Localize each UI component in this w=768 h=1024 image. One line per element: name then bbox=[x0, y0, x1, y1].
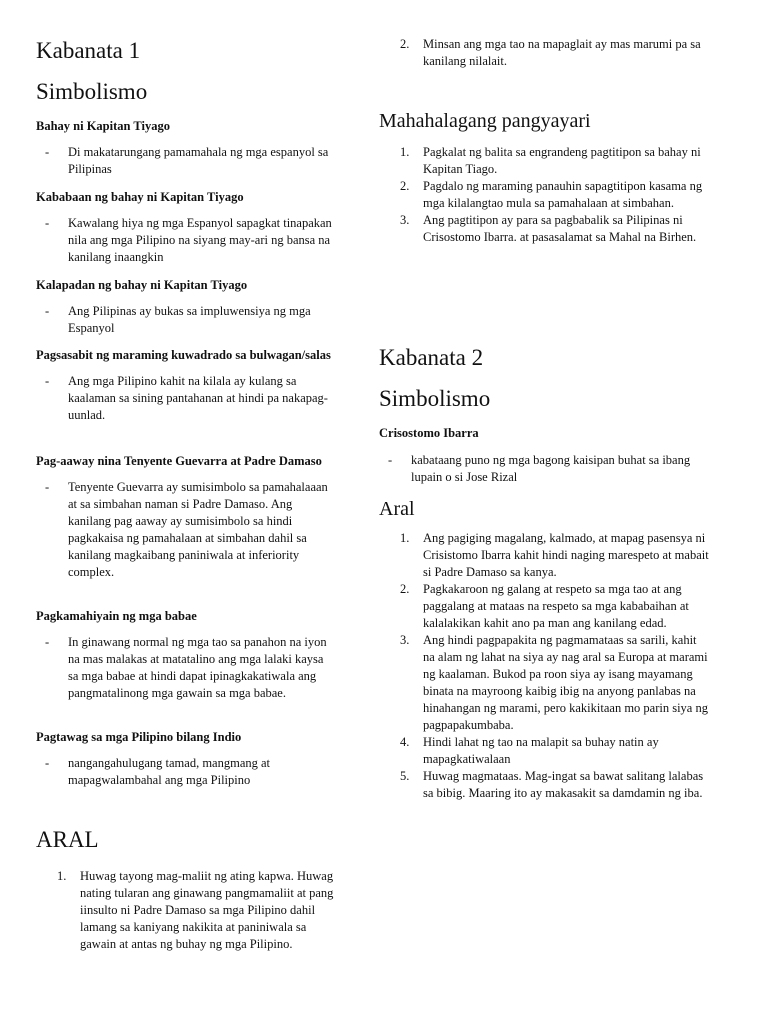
list-item bbox=[36, 215, 336, 266]
dash-bullet: - bbox=[45, 145, 50, 159]
item-text: Pagdalo ng maraming panauhin sapagtitipon kasama ng mga kilalangtao mula sa pamahalaan at simbahan. bbox=[423, 179, 703, 210]
symbol-title: Pagtawag sa mga Pilipino bilang Indio bbox=[36, 730, 242, 744]
list-item bbox=[379, 178, 709, 212]
symbol-list bbox=[379, 452, 709, 486]
list-item bbox=[379, 581, 709, 632]
list-item bbox=[36, 479, 336, 581]
item-number: 1. bbox=[400, 145, 410, 159]
symbol-list bbox=[36, 144, 336, 178]
symbol-text: kabataang puno ng mga bagong kaisipan buhat sa ibang lupain o si Jose Rizal bbox=[411, 453, 691, 484]
symbol-2-section bbox=[379, 425, 709, 486]
symbol-title: Crisostomo Ibarra bbox=[379, 426, 479, 440]
dash-bullet: - bbox=[45, 480, 50, 494]
list-item bbox=[379, 144, 709, 178]
list-item bbox=[36, 755, 336, 789]
aral-2-heading: Aral bbox=[379, 498, 415, 520]
symbol-section-4 bbox=[36, 347, 336, 424]
dash-bullet: - bbox=[388, 453, 393, 467]
aral-heading: ARAL bbox=[36, 827, 99, 852]
dash-bullet: - bbox=[45, 756, 50, 770]
list-item bbox=[379, 212, 709, 246]
symbol-list bbox=[36, 755, 336, 789]
symbol-text: In ginawang normal ng mga tao sa panahon na iyon na mas malakas at matatalino ang mga lalaki kaysa sa mga babae at hindi dapat ipinagkakatiwala ang pangmatalinong mga gawain sa mga babae. bbox=[68, 635, 327, 700]
simbolismo-2-heading: Simbolismo bbox=[379, 386, 491, 411]
item-text: Ang pagiging magalang, kalmado, at mapag pasensya ni Crisistomo Ibarra kahit hindi naging marespeto at mabait si Padre Damaso sa kanya. bbox=[423, 531, 709, 579]
list-item bbox=[36, 373, 336, 424]
symbol-text: Tenyente Guevarra ay sumisimbolo sa pamahalaaan at sa simbahan naman si Padre Damaso. Ang kanilang pag aaway ay sumisimbolo sa hindi pagkakaisa ng pamahalaan at simbahan dahil sa kanilang magkaibang paniniwala at inferiority complex. bbox=[68, 480, 328, 579]
item-text: Ang hindi pagpapakita ng pagmamataas sa sarili, kahit na alam ng lahat na siya ay nag aral sa Europa at marami ng kaalaman. Bukod pa roon siya ay isang mayamang binata na mayroong kaibig ibig na anyong panlabas na hinahangan ng marami, pero kakikitaan mo parin siya ng pagpapakumbaba. bbox=[423, 633, 708, 732]
chapter-2-title: Kabanata 2 bbox=[379, 345, 484, 370]
list-item bbox=[379, 632, 709, 734]
symbol-list bbox=[36, 373, 336, 424]
list-item bbox=[379, 36, 709, 70]
simbolismo-heading: Simbolismo bbox=[36, 79, 148, 104]
symbol-text: Ang Pilipinas ay bukas sa impluwensiya ng mga Espanyol bbox=[68, 304, 311, 335]
item-number: 2. bbox=[400, 582, 410, 596]
item-number: 2. bbox=[400, 37, 410, 51]
symbol-section-5 bbox=[36, 453, 336, 581]
item-text: Huwag magmataas. Mag-ingat sa bawat salitang lalabas sa bibig. Maaring ito ay makasakit sa damdamin ng iba. bbox=[423, 769, 704, 800]
symbol-list bbox=[36, 634, 336, 702]
list-item bbox=[36, 634, 336, 702]
symbol-section-6 bbox=[36, 608, 336, 702]
symbol-section-2 bbox=[36, 189, 336, 266]
pangyayari-heading: Mahahalagang pangyayari bbox=[379, 110, 591, 132]
item-text: Ang pagtitipon ay para sa pagbabalik sa Pilipinas ni Crisostomo Ibarra. at pasasalamat sa Mahal na Birhen. bbox=[423, 213, 697, 244]
symbol-title: Pagkamahiyain ng mga babae bbox=[36, 609, 197, 623]
list-item bbox=[36, 868, 336, 953]
item-number: 4. bbox=[400, 735, 410, 749]
item-text: Pagkalat ng balita sa engrandeng pagtitipon sa bahay ni Kapitan Tiago. bbox=[423, 145, 701, 176]
item-number: 1. bbox=[57, 869, 67, 883]
symbol-section-1 bbox=[36, 118, 336, 178]
symbol-list bbox=[36, 215, 336, 266]
dash-bullet: - bbox=[45, 635, 50, 649]
symbol-title: Kalapadan ng bahay ni Kapitan Tiyago bbox=[36, 278, 248, 292]
item-number: 2. bbox=[400, 179, 410, 193]
symbol-text: nangangahulugang tamad, mangmang at mapagwalambahal ang mga Pilipino bbox=[68, 756, 271, 787]
symbol-text: Kawalang hiya ng mga Espanyol sapagkat tinapakan nila ang mga Pilipino na siyang may-ari ng bansa na kanilang inaangkin bbox=[68, 216, 332, 264]
aral-2-list bbox=[379, 530, 709, 802]
symbol-title: Pagsasabit ng maraming kuwadrado sa bulwagan/salas bbox=[36, 348, 331, 362]
symbol-title: Pag-aaway nina Tenyente Guevarra at Padre Damaso bbox=[36, 454, 322, 468]
symbol-list bbox=[36, 479, 336, 581]
item-text: Minsan ang mga tao na mapaglait ay mas marumi pa sa kanilang nilalait. bbox=[423, 37, 701, 68]
dash-bullet: - bbox=[45, 374, 50, 388]
item-number: 5. bbox=[400, 769, 410, 783]
list-item bbox=[379, 452, 709, 486]
item-text: Pagkakaroon ng galang at respeto sa mga tao at ang paggalang at mataas na respeto sa mga kababaihan at kalalakikan kahit ano pa man ang kanilang edad. bbox=[423, 582, 689, 630]
item-text: Hindi lahat ng tao na malapit sa buhay natin ay mapagkatiwalaan bbox=[423, 735, 659, 766]
symbol-title: Kababaan ng bahay ni Kapitan Tiyago bbox=[36, 190, 244, 204]
symbol-title: Bahay ni Kapitan Tiyago bbox=[36, 119, 170, 133]
list-item bbox=[379, 734, 709, 768]
dash-bullet: - bbox=[45, 304, 50, 318]
item-number: 3. bbox=[400, 213, 410, 227]
list-item bbox=[379, 768, 709, 802]
symbol-section-7 bbox=[36, 729, 336, 789]
symbol-text: Ang mga Pilipino kahit na kilala ay kulang sa kaalaman sa sining pantahanan at hindi pa nakapag-uunlad. bbox=[68, 374, 328, 422]
item-number: 1. bbox=[400, 531, 410, 545]
symbol-text: Di makatarungang pamamahala ng mga espanyol sa Pilipinas bbox=[68, 145, 329, 176]
pangyayari-list bbox=[379, 144, 709, 246]
symbol-section-3 bbox=[36, 277, 336, 337]
list-item bbox=[36, 303, 336, 337]
list-item bbox=[379, 530, 709, 581]
list-item bbox=[36, 144, 336, 178]
symbol-list bbox=[36, 303, 336, 337]
aral-list bbox=[36, 868, 336, 953]
item-text: Huwag tayong mag-maliit ng ating kapwa. Huwag nating tularan ang ginawang pangmamaliit at pang iinsulto ni Padre Damaso sa mga Pilipino dahil lamang sa kaniyang nakikita at paniniwala sa gawain at antas ng buhay ng mga Pilipino. bbox=[80, 869, 334, 951]
dash-bullet: - bbox=[45, 216, 50, 230]
chapter-1-title: Kabanata 1 bbox=[36, 38, 141, 63]
item-number: 3. bbox=[400, 633, 410, 647]
aral-list-continued bbox=[379, 36, 709, 70]
